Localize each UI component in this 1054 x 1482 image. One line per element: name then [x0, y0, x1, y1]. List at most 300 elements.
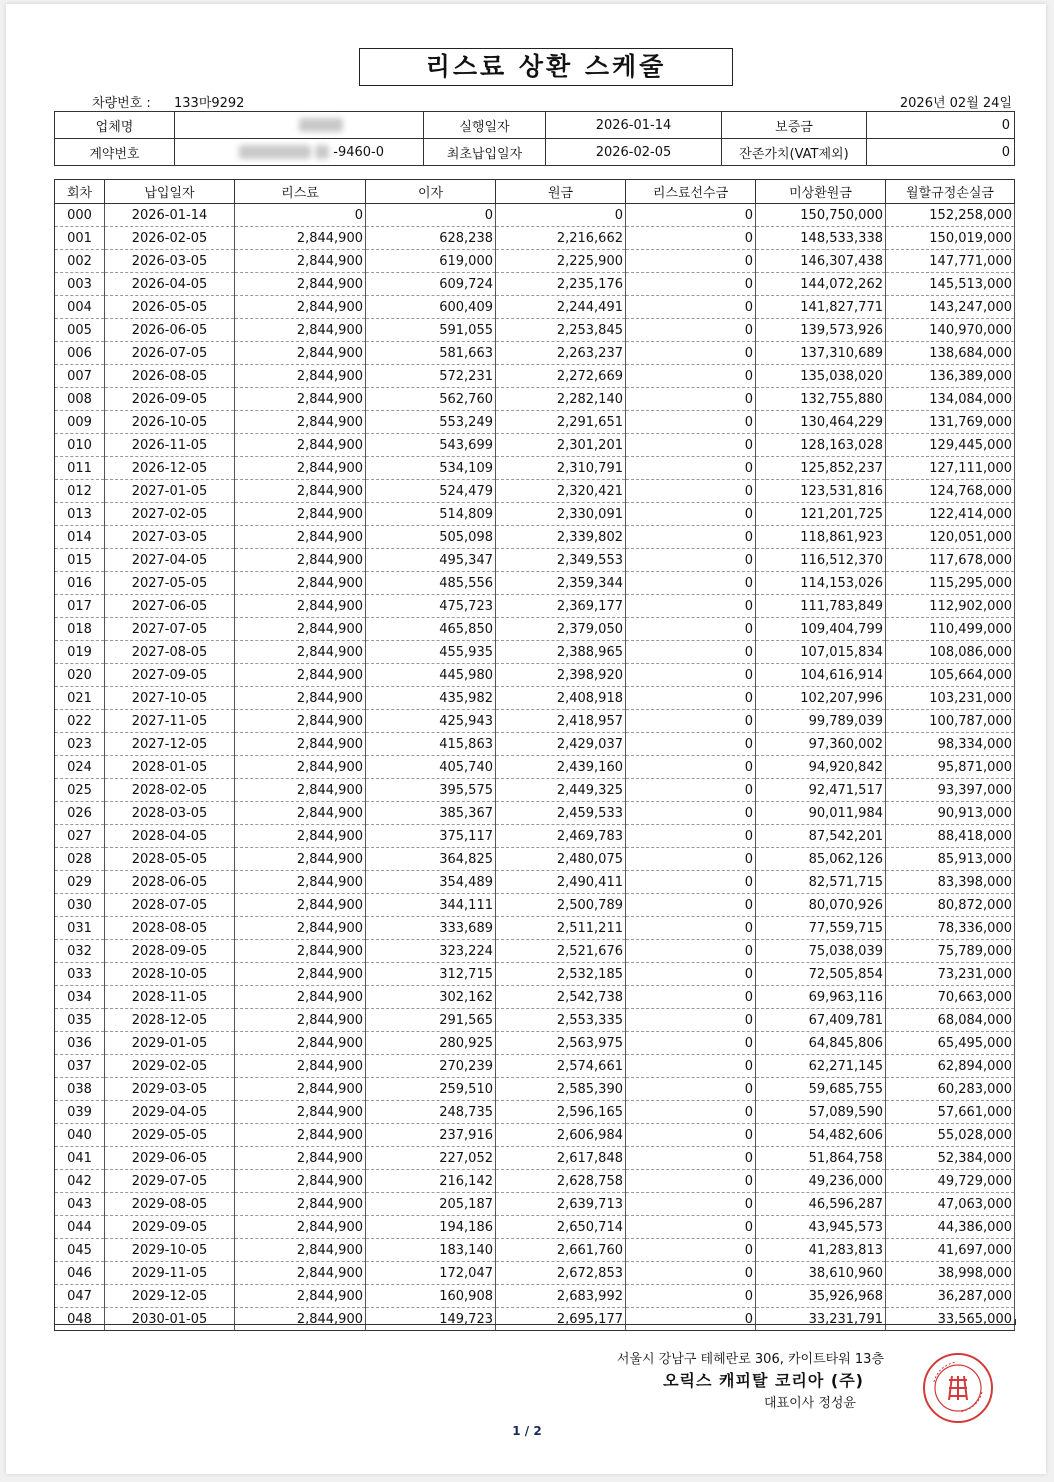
table-cell: 010 — [55, 434, 105, 457]
table-row — [55, 503, 1015, 526]
table-cell: 2,844,900 — [235, 1101, 366, 1124]
table-cell: 2029-11-05 — [105, 1262, 235, 1285]
table-row — [55, 917, 1015, 940]
table-cell: 0 — [626, 1308, 756, 1331]
table-cell: 2,469,783 — [496, 825, 626, 848]
table-cell: 90,011,984 — [756, 802, 886, 825]
table-row — [55, 365, 1015, 388]
table-cell: 183,140 — [366, 1239, 496, 1262]
table-cell: 2027-01-05 — [105, 480, 235, 503]
table-cell: 036 — [55, 1032, 105, 1055]
table-cell: 78,336,000 — [886, 917, 1015, 940]
table-cell: 87,542,201 — [756, 825, 886, 848]
table-cell: 2,844,900 — [235, 894, 366, 917]
table-cell: 2028-04-05 — [105, 825, 235, 848]
table-cell: 034 — [55, 986, 105, 1009]
table-cell: 619,000 — [366, 250, 496, 273]
table-cell: 0 — [626, 756, 756, 779]
table-cell: 019 — [55, 641, 105, 664]
contract-no-value: -9460-0 — [333, 144, 385, 160]
table-cell: 132,755,880 — [756, 388, 886, 411]
table-cell: 2026-09-05 — [105, 388, 235, 411]
table-cell: 64,845,806 — [756, 1032, 886, 1055]
table-row — [55, 1216, 1015, 1239]
table-cell: 017 — [55, 595, 105, 618]
table-cell: 2,661,760 — [496, 1239, 626, 1262]
table-row — [55, 963, 1015, 986]
table-cell: 2,408,918 — [496, 687, 626, 710]
table-cell: 2,672,853 — [496, 1262, 626, 1285]
table-cell: 2,844,900 — [235, 526, 366, 549]
table-cell: 0 — [626, 894, 756, 917]
table-cell: 102,207,996 — [756, 687, 886, 710]
table-cell: 2029-06-05 — [105, 1147, 235, 1170]
table-cell: 2,844,900 — [235, 503, 366, 526]
table-cell: 2029-08-05 — [105, 1193, 235, 1216]
table-cell: 2,310,791 — [496, 457, 626, 480]
table-cell: 2,553,335 — [496, 1009, 626, 1032]
table-row — [55, 894, 1015, 917]
table-cell: 039 — [55, 1101, 105, 1124]
table-cell: 0 — [626, 1055, 756, 1078]
car-number-value: 133마9292 — [174, 96, 245, 111]
table-cell: 131,769,000 — [886, 411, 1015, 434]
table-cell: 2,844,900 — [235, 756, 366, 779]
table-cell: 99,789,039 — [756, 710, 886, 733]
table-cell: 344,111 — [366, 894, 496, 917]
table-cell: 146,307,438 — [756, 250, 886, 273]
table-cell: 2,225,900 — [496, 250, 626, 273]
table-cell: 028 — [55, 848, 105, 871]
table-cell: 2,379,050 — [496, 618, 626, 641]
table-cell: 0 — [626, 1239, 756, 1262]
table-cell: 011 — [55, 457, 105, 480]
info-row — [55, 139, 1015, 166]
table-cell: 2,272,669 — [496, 365, 626, 388]
table-cell: 97,360,002 — [756, 733, 886, 756]
table-cell: 2,606,984 — [496, 1124, 626, 1147]
table-cell: 55,028,000 — [886, 1124, 1015, 1147]
table-row — [55, 1147, 1015, 1170]
table-cell: 485,556 — [366, 572, 496, 595]
table-cell: 194,186 — [366, 1216, 496, 1239]
table-cell: 405,740 — [366, 756, 496, 779]
table-cell: 2028-06-05 — [105, 871, 235, 894]
table-cell: 2026-12-05 — [105, 457, 235, 480]
table-cell: 0 — [626, 480, 756, 503]
table-cell: 581,663 — [366, 342, 496, 365]
table-cell: 2,596,165 — [496, 1101, 626, 1124]
table-cell: 0 — [626, 733, 756, 756]
table-cell: 2,844,900 — [235, 250, 366, 273]
table-cell: 609,724 — [366, 273, 496, 296]
table-cell: 115,295,000 — [886, 572, 1015, 595]
table-cell: 60,283,000 — [886, 1078, 1015, 1101]
table-cell: 2027-05-05 — [105, 572, 235, 595]
table-cell: 0 — [626, 411, 756, 434]
table-cell: 103,231,000 — [886, 687, 1015, 710]
table-cell: 0 — [626, 296, 756, 319]
table-cell: 69,963,116 — [756, 986, 886, 1009]
table-cell: 0 — [626, 618, 756, 641]
column-header: 원금 — [496, 180, 626, 204]
table-cell: 129,445,000 — [886, 434, 1015, 457]
table-cell: 2,263,237 — [496, 342, 626, 365]
table-cell: 2028-02-05 — [105, 779, 235, 802]
table-cell: 002 — [55, 250, 105, 273]
table-cell: 2,844,900 — [235, 687, 366, 710]
table-cell: 116,512,370 — [756, 549, 886, 572]
table-cell: 2,844,900 — [235, 342, 366, 365]
table-cell: 2,844,900 — [235, 1078, 366, 1101]
table-cell: 2026-05-05 — [105, 296, 235, 319]
table-cell: 216,142 — [366, 1170, 496, 1193]
table-cell: 36,287,000 — [886, 1285, 1015, 1308]
table-cell: 004 — [55, 296, 105, 319]
table-cell: 227,052 — [366, 1147, 496, 1170]
table-cell: 2,844,900 — [235, 1170, 366, 1193]
column-header: 리스료 — [235, 180, 366, 204]
table-cell: 35,926,968 — [756, 1285, 886, 1308]
table-cell: 127,111,000 — [886, 457, 1015, 480]
table-cell: 75,789,000 — [886, 940, 1015, 963]
residual-label: 잔존가치(VAT제외) — [722, 139, 867, 166]
table-cell: 2,398,920 — [496, 664, 626, 687]
table-cell: 041 — [55, 1147, 105, 1170]
table-cell: 2,369,177 — [496, 595, 626, 618]
document-date: 2026년 02월 24일 — [899, 96, 1012, 111]
table-cell: 98,334,000 — [886, 733, 1015, 756]
table-cell: 2,301,201 — [496, 434, 626, 457]
table-cell: 77,559,715 — [756, 917, 886, 940]
table-cell: 2,844,900 — [235, 273, 366, 296]
table-cell: 0 — [626, 526, 756, 549]
table-cell: 2028-11-05 — [105, 986, 235, 1009]
table-cell: 0 — [626, 1262, 756, 1285]
table-cell: 2026-04-05 — [105, 273, 235, 296]
table-cell: 41,283,813 — [756, 1239, 886, 1262]
table-cell: 2,844,900 — [235, 1285, 366, 1308]
table-cell: 125,852,237 — [756, 457, 886, 480]
table-cell: 43,945,573 — [756, 1216, 886, 1239]
table-cell: 0 — [626, 434, 756, 457]
table-cell: 82,571,715 — [756, 871, 886, 894]
table-cell: 009 — [55, 411, 105, 434]
table-cell: 0 — [626, 641, 756, 664]
table-cell: 2,330,091 — [496, 503, 626, 526]
table-cell: 0 — [626, 1193, 756, 1216]
table-row — [55, 342, 1015, 365]
table-cell: 2,844,900 — [235, 641, 366, 664]
table-cell: 435,982 — [366, 687, 496, 710]
table-cell: 237,916 — [366, 1124, 496, 1147]
table-cell: 0 — [626, 710, 756, 733]
table-cell: 543,699 — [366, 434, 496, 457]
table-row — [55, 641, 1015, 664]
table-cell: 020 — [55, 664, 105, 687]
table-cell: 44,386,000 — [886, 1216, 1015, 1239]
table-cell: 465,850 — [366, 618, 496, 641]
first-pay-value: 2026-02-05 — [546, 139, 722, 166]
table-cell: 2,844,900 — [235, 1124, 366, 1147]
table-cell: 395,575 — [366, 779, 496, 802]
table-row — [55, 802, 1015, 825]
table-cell: 2,429,037 — [496, 733, 626, 756]
table-cell: 0 — [626, 549, 756, 572]
table-cell: 57,089,590 — [756, 1101, 886, 1124]
table-cell: 2,844,900 — [235, 388, 366, 411]
column-header: 이자 — [366, 180, 496, 204]
table-cell: 0 — [626, 388, 756, 411]
table-cell: 121,201,725 — [756, 503, 886, 526]
column-header: 리스료선수금 — [626, 180, 756, 204]
table-row — [55, 779, 1015, 802]
table-cell: 73,231,000 — [886, 963, 1015, 986]
table-cell: 2027-12-05 — [105, 733, 235, 756]
table-cell: 2,650,714 — [496, 1216, 626, 1239]
table-cell: 2,844,900 — [235, 457, 366, 480]
table-cell: 2,844,900 — [235, 434, 366, 457]
table-cell: 51,864,758 — [756, 1147, 886, 1170]
table-cell: 92,471,517 — [756, 779, 886, 802]
table-cell: 014 — [55, 526, 105, 549]
table-row — [55, 825, 1015, 848]
table-cell: 006 — [55, 342, 105, 365]
table-cell: 2,439,160 — [496, 756, 626, 779]
table-row — [55, 457, 1015, 480]
table-cell: 0 — [626, 1285, 756, 1308]
contract-info-table — [54, 111, 1015, 166]
table-row — [55, 296, 1015, 319]
table-cell: 95,871,000 — [886, 756, 1015, 779]
table-cell: 2,844,900 — [235, 572, 366, 595]
column-header: 회차 — [55, 180, 105, 204]
table-row — [55, 411, 1015, 434]
table-cell: 2029-09-05 — [105, 1216, 235, 1239]
table-row — [55, 319, 1015, 342]
table-cell: 046 — [55, 1262, 105, 1285]
table-cell: 46,596,287 — [756, 1193, 886, 1216]
table-cell: 0 — [626, 319, 756, 342]
table-cell: 124,768,000 — [886, 480, 1015, 503]
table-row — [55, 1124, 1015, 1147]
table-row — [55, 1239, 1015, 1262]
table-row — [55, 480, 1015, 503]
table-cell: 2,844,900 — [235, 1009, 366, 1032]
table-cell: 130,464,229 — [756, 411, 886, 434]
table-cell: 2,500,789 — [496, 894, 626, 917]
table-cell: 505,098 — [366, 526, 496, 549]
table-cell: 2028-12-05 — [105, 1009, 235, 1032]
table-cell: 2,532,185 — [496, 963, 626, 986]
table-cell: 030 — [55, 894, 105, 917]
table-cell: 2029-01-05 — [105, 1032, 235, 1055]
table-cell: 2,844,900 — [235, 963, 366, 986]
table-cell: 33,231,791 — [756, 1308, 886, 1331]
table-cell: 111,783,849 — [756, 595, 886, 618]
table-cell: 38,610,960 — [756, 1262, 886, 1285]
table-cell: 2,844,900 — [235, 319, 366, 342]
car-number-label: 차량번호 : — [92, 96, 151, 111]
table-cell: 2,339,802 — [496, 526, 626, 549]
info-row — [55, 112, 1015, 139]
table-cell: 62,894,000 — [886, 1055, 1015, 1078]
table-cell: 0 — [626, 572, 756, 595]
table-row — [55, 595, 1015, 618]
table-cell: 031 — [55, 917, 105, 940]
table-cell: 0 — [626, 1032, 756, 1055]
table-cell: 0 — [626, 457, 756, 480]
table-cell: 270,239 — [366, 1055, 496, 1078]
table-cell: 0 — [235, 204, 366, 227]
table-cell: 41,697,000 — [886, 1239, 1015, 1262]
table-cell: 0 — [626, 250, 756, 273]
table-cell: 2,291,651 — [496, 411, 626, 434]
table-cell: 2,235,176 — [496, 273, 626, 296]
table-cell: 375,117 — [366, 825, 496, 848]
table-cell: 425,943 — [366, 710, 496, 733]
table-cell: 2,844,900 — [235, 848, 366, 871]
table-cell: 0 — [626, 342, 756, 365]
table-row — [55, 687, 1015, 710]
table-cell: 2029-05-05 — [105, 1124, 235, 1147]
table-cell: 85,062,126 — [756, 848, 886, 871]
table-cell: 038 — [55, 1078, 105, 1101]
table-cell: 149,723 — [366, 1308, 496, 1331]
table-cell: 54,482,606 — [756, 1124, 886, 1147]
table-cell: 143,247,000 — [886, 296, 1015, 319]
table-cell: 2,844,900 — [235, 549, 366, 572]
table-cell: 032 — [55, 940, 105, 963]
table-row — [55, 1078, 1015, 1101]
table-cell: 49,236,000 — [756, 1170, 886, 1193]
table-row — [55, 1032, 1015, 1055]
table-cell: 47,063,000 — [886, 1193, 1015, 1216]
table-row — [55, 1009, 1015, 1032]
table-cell: 524,479 — [366, 480, 496, 503]
table-cell: 591,055 — [366, 319, 496, 342]
table-cell: 2,844,900 — [235, 1216, 366, 1239]
table-cell: 2,844,900 — [235, 1239, 366, 1262]
table-cell: 2,282,140 — [496, 388, 626, 411]
table-cell: 012 — [55, 480, 105, 503]
table-cell: 2,449,325 — [496, 779, 626, 802]
deposit-label: 보증금 — [722, 112, 867, 139]
table-cell: 2,844,900 — [235, 871, 366, 894]
table-cell: 600,409 — [366, 296, 496, 319]
table-cell: 2028-05-05 — [105, 848, 235, 871]
table-cell: 040 — [55, 1124, 105, 1147]
table-bottom-border — [54, 1319, 1016, 1325]
table-cell: 2,844,900 — [235, 986, 366, 1009]
table-row — [55, 1193, 1015, 1216]
table-cell: 0 — [626, 1078, 756, 1101]
schedule-body — [55, 204, 1015, 1331]
table-cell: 0 — [626, 365, 756, 388]
table-cell: 72,505,854 — [756, 963, 886, 986]
table-cell: 048 — [55, 1308, 105, 1331]
table-cell: 70,663,000 — [886, 986, 1015, 1009]
table-cell: 0 — [626, 1216, 756, 1239]
table-cell: 117,678,000 — [886, 549, 1015, 572]
table-cell: 015 — [55, 549, 105, 572]
table-cell: 0 — [626, 825, 756, 848]
table-cell: 2,695,177 — [496, 1308, 626, 1331]
table-cell: 0 — [626, 848, 756, 871]
table-cell: 415,863 — [366, 733, 496, 756]
table-cell: 145,513,000 — [886, 273, 1015, 296]
table-cell: 110,499,000 — [886, 618, 1015, 641]
schedule-table — [54, 179, 1015, 1331]
table-cell: 0 — [626, 503, 756, 526]
table-cell: 2029-07-05 — [105, 1170, 235, 1193]
table-cell: 302,162 — [366, 986, 496, 1009]
table-cell: 045 — [55, 1239, 105, 1262]
table-cell: 2,320,421 — [496, 480, 626, 503]
company-name: 오릭스 캐피탈 코리아 (주) — [663, 1371, 864, 1390]
table-cell: 2,844,900 — [235, 664, 366, 687]
table-cell: 2026-01-14 — [105, 204, 235, 227]
table-cell: 80,070,926 — [756, 894, 886, 917]
table-cell: 2,639,713 — [496, 1193, 626, 1216]
table-cell: 514,809 — [366, 503, 496, 526]
table-cell: 160,908 — [366, 1285, 496, 1308]
table-cell: 628,238 — [366, 227, 496, 250]
table-cell: 2,844,900 — [235, 1032, 366, 1055]
table-cell: 333,689 — [366, 917, 496, 940]
table-cell: 2,844,900 — [235, 825, 366, 848]
table-cell: 0 — [626, 227, 756, 250]
table-cell: 2029-04-05 — [105, 1101, 235, 1124]
table-cell: 109,404,799 — [756, 618, 886, 641]
table-cell: 323,224 — [366, 940, 496, 963]
table-cell: 2026-08-05 — [105, 365, 235, 388]
table-cell: 2,844,900 — [235, 1262, 366, 1285]
table-cell: 0 — [626, 779, 756, 802]
table-row — [55, 1262, 1015, 1285]
table-cell: 120,051,000 — [886, 526, 1015, 549]
table-cell: 035 — [55, 1009, 105, 1032]
table-cell: 2027-03-05 — [105, 526, 235, 549]
table-cell: 0 — [626, 664, 756, 687]
column-header: 월할규정손실금 — [886, 180, 1015, 204]
table-cell: 104,616,914 — [756, 664, 886, 687]
company-seal-icon — [922, 1352, 994, 1424]
table-cell: 000 — [55, 204, 105, 227]
table-cell: 364,825 — [366, 848, 496, 871]
table-cell: 2026-11-05 — [105, 434, 235, 457]
table-cell: 138,684,000 — [886, 342, 1015, 365]
table-row — [55, 204, 1015, 227]
table-cell: 152,258,000 — [886, 204, 1015, 227]
table-row — [55, 549, 1015, 572]
table-cell: 67,409,781 — [756, 1009, 886, 1032]
table-cell: 572,231 — [366, 365, 496, 388]
table-cell: 2026-10-05 — [105, 411, 235, 434]
table-cell: 52,384,000 — [886, 1147, 1015, 1170]
table-cell: 62,271,145 — [756, 1055, 886, 1078]
table-cell: 2026-03-05 — [105, 250, 235, 273]
table-row — [55, 756, 1015, 779]
table-cell: 553,249 — [366, 411, 496, 434]
table-cell: 2,683,992 — [496, 1285, 626, 1308]
table-cell: 118,861,923 — [756, 526, 886, 549]
table-cell: 0 — [626, 204, 756, 227]
column-header: 납입일자 — [105, 180, 235, 204]
table-row — [55, 526, 1015, 549]
table-cell: 85,913,000 — [886, 848, 1015, 871]
table-cell: 2,511,211 — [496, 917, 626, 940]
